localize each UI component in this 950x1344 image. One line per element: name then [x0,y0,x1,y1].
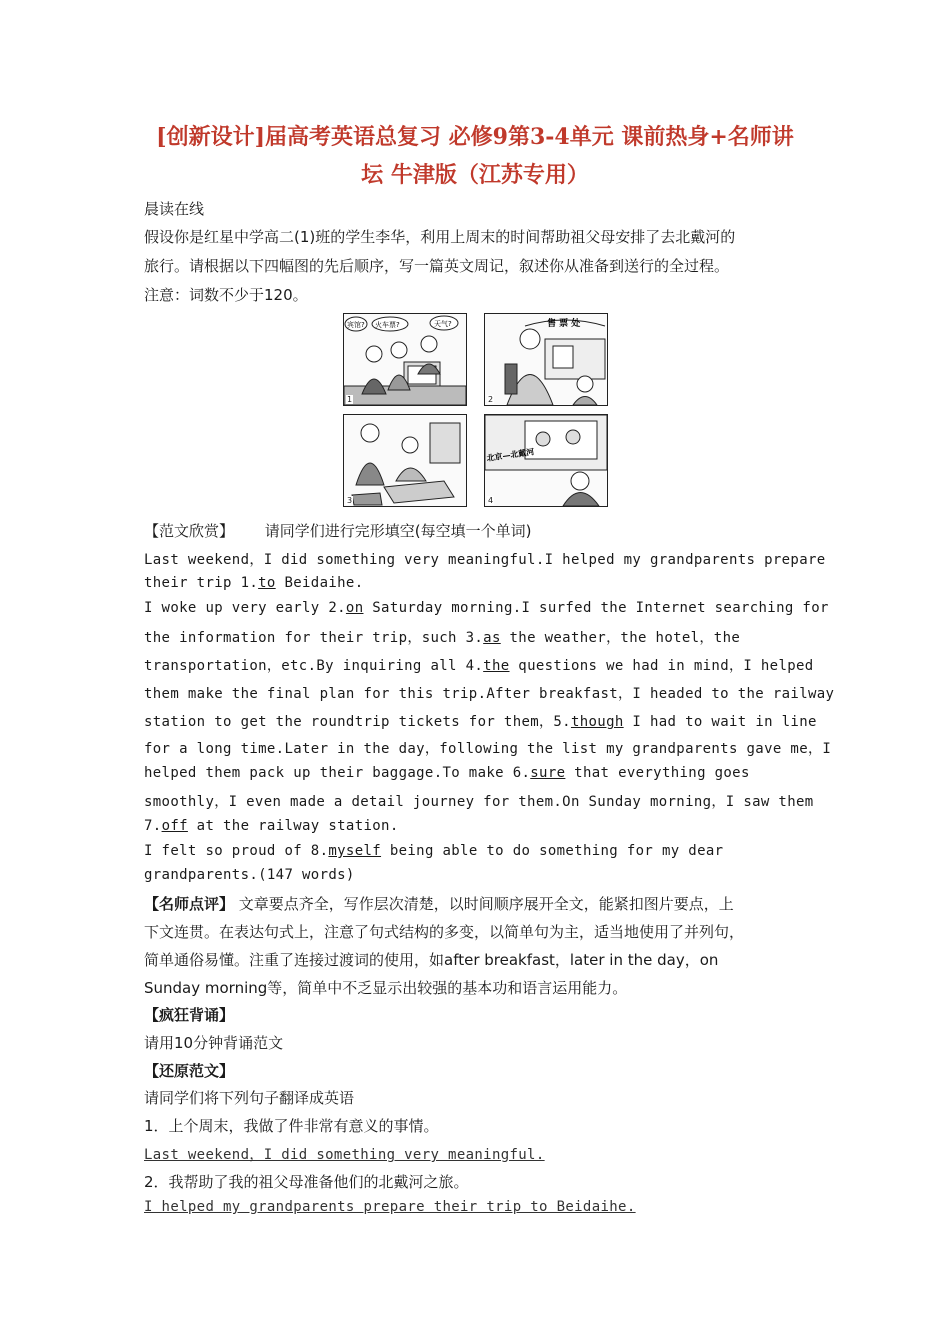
essay-text: the information for their trip，such 3. [144,630,484,646]
panel-2-ticket-office [484,313,608,406]
ticket-office-sign: 售 票 处 [547,319,581,329]
essay-text: Beidaihe. [275,575,364,591]
document-title [110,118,840,194]
title-line-1: [创新设计]届高考英语总复习 必修9第3-4单元 课前热身+名师讲 [156,124,794,150]
panel-number-1: 1 [347,395,353,404]
panel-3-packing [343,414,467,507]
blank-answer-4: the [483,658,510,674]
essay-text: helped them pack up their baggage.To make 6. [144,765,531,781]
essay-line-9 [144,765,750,781]
recite-heading: 【疯狂背诵】 [144,1006,235,1024]
model-essay-instruction: 请同学们进行完形填空(每空填一个单词) [264,522,532,540]
essay-text: transportation，etc.By inquiring all 4. [144,658,484,674]
blank-answer-6: sure [530,765,566,781]
comment-line-2: 下文连贯。在表达句式上，注意了句式结构的多变，以简单句为主，适当地使用了并列句， [144,923,745,941]
bubble-train-ticket: 火车票? [375,321,400,329]
title-line-2: 坛 牛津版（江苏专用） [361,162,589,188]
panel-number-2: 2 [488,395,494,404]
essay-line-1: Last weekend，I did something very meaningful.I helped my grandparents prepare [144,552,826,568]
restore-item-2-en: I helped my grandparents prepare their trip to Beidaihe. [144,1199,636,1215]
essay-line-12 [144,843,723,859]
essay-line-3 [144,600,829,616]
train-route-sign: 北京—北戴河 [486,447,535,463]
bubble-hotel: 宾馆? [347,321,365,329]
section-morning-reading: 晨读在线 [144,200,205,218]
restore-heading: 【还原范文】 [144,1062,235,1080]
essay-line-4 [144,627,740,647]
essay-line-11 [144,818,399,834]
comment-line-4: Sunday morning等，简单中不乏显示出较强的基本功和语言运用能力。 [144,979,628,997]
prompt-line-3: 注意：词数不少于120。 [144,286,308,304]
essay-line-2 [144,575,363,591]
restore-item-1-en: Last weekend，I did something very meaningful. [144,1147,545,1163]
comment-line-3: 简单通俗易懂。注重了连接过渡词的使用，如after breakfast，later in the day，on [144,951,719,969]
restore-item-2-cn: 2．我帮助了我的祖父母准备他们的北戴河之旅。 [144,1173,469,1191]
essay-text: that everything goes [565,765,750,781]
panel-4-seeing-off [484,414,608,507]
essay-line-5 [144,655,814,675]
blank-answer-3: as [483,630,501,646]
comment-text: 文章要点齐全，写作层次清楚，以时间顺序展开全文，能紧扣图片要点，上 [234,895,734,913]
recite-instruction: 请用10分钟背诵范文 [144,1034,284,1052]
blank-answer-1: to [258,575,276,591]
restore-instruction: 请同学们将下列句子翻译成英语 [144,1089,355,1107]
bubble-weather: 天气? [434,320,452,328]
essay-line-10: smoothly，I even made a detail journey for them.On Sunday morning，I saw them [144,794,814,810]
comment-heading: 【名师点评】 [144,895,235,913]
essay-text: at the railway station. [187,818,399,834]
comment-line-1 [144,893,734,914]
essay-line-6: them make the final plan for this trip.After breakfast，I headed to the railway [144,686,835,702]
essay-text: 7. [144,818,162,834]
blank-answer-2: on [345,600,364,616]
blank-answer-5: though [570,714,624,730]
prompt-line-1: 假设你是红星中学高二(1)班的学生李华，利用上周末的时间帮助祖父母安排了去北戴河的 [144,228,736,246]
panel-number-3: 3 [347,496,353,505]
essay-text: I felt so proud of 8. [144,843,329,859]
essay-text: their trip 1. [144,575,259,591]
essay-text: I woke up very early 2. [144,600,346,616]
essay-line-13: grandparents.(147 words) [144,867,355,883]
essay-text: I had to wait in line [623,714,817,730]
model-essay-header [144,520,532,541]
restore-item-1-cn: 1．上个周末，我做了件非常有意义的事情。 [144,1117,439,1135]
essay-text: Saturday morning.I surfed the Internet searching for [363,600,829,616]
essay-text: questions we had in mind，I helped [509,658,814,674]
blank-answer-7: off [161,818,188,834]
essay-text: the weather，the hotel，the [500,630,741,646]
essay-text: being able to do something for my dear [381,843,724,859]
panel-number-4: 4 [488,496,494,505]
essay-text: station to get the roundtrip tickets for them，5. [144,714,571,730]
comic-illustration [343,313,609,507]
panel-1-planning [343,313,467,406]
blank-answer-8: myself [328,843,382,859]
prompt-line-2: 旅行。请根据以下四幅图的先后顺序，写一篇英文周记，叙述你从准备到送行的全过程。 [144,257,730,275]
essay-line-7 [144,711,817,731]
model-essay-heading: 【范文欣赏】 [144,522,235,540]
essay-line-8: for a long time.Later in the day，following the list my grandparents gave me，I [144,741,832,757]
